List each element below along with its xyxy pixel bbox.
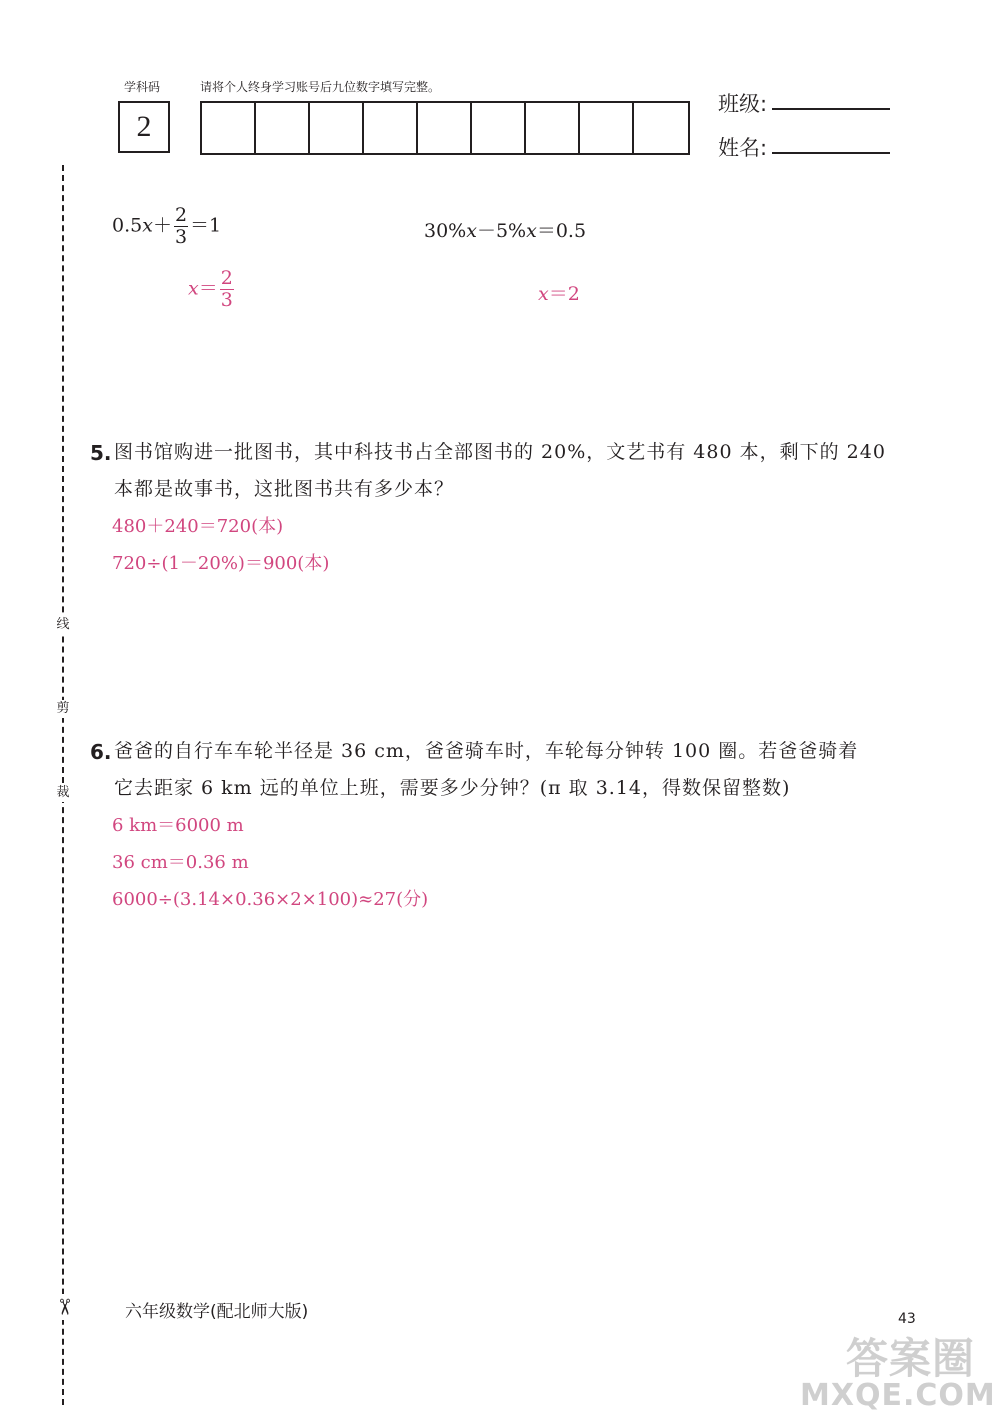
- eq2-var1: x: [466, 220, 477, 242]
- eq1-answer-eq: ＝: [198, 277, 218, 300]
- eq2-answer-var: x: [538, 283, 549, 305]
- question-5-line-2: 本都是故事书，这批图书共有多少本？: [114, 478, 455, 500]
- eq1-answer-frac-den: 3: [220, 288, 233, 311]
- name-label: 姓名:: [718, 136, 768, 160]
- question-6-answer-2: 36 cm＝0.36 m: [112, 852, 249, 873]
- eq1-plus: ＋: [152, 214, 172, 237]
- class-field-line[interactable]: [772, 108, 890, 110]
- subject-code-label: 学科码: [124, 80, 161, 94]
- eq1-var: x: [142, 214, 153, 237]
- eq2-c: ＝0.5: [536, 220, 587, 242]
- account-digit-cell[interactable]: [526, 103, 580, 153]
- account-digit-cell[interactable]: [310, 103, 364, 153]
- equation-2-problem: [424, 216, 586, 243]
- question-6-line-1: 爸爸的自行车车轮半径是 36 cm，爸爸骑车时，车轮每分钟转 100 圈。若爸爸骑着: [114, 740, 859, 762]
- name-field-line[interactable]: [772, 152, 890, 154]
- eq1-frac-den: 3: [174, 225, 188, 248]
- question-6-line-2: 它去距家 6 km 远的单位上班，需要多少分钟？(π 取 3.14，得数保留整数): [114, 777, 791, 799]
- account-digit-cell[interactable]: [418, 103, 472, 153]
- eq1-answer-fraction: [220, 268, 234, 311]
- question-6-answer-1: 6 km＝6000 m: [112, 815, 244, 836]
- class-label: 班级:: [718, 92, 768, 116]
- question-6-number: 6.: [90, 740, 112, 764]
- book-title: 六年级数学(配北师大版): [125, 1302, 309, 1322]
- account-digit-cell[interactable]: [472, 103, 526, 153]
- equation-1-answer: [188, 268, 236, 311]
- question-5-answer-2: 720÷(1－20%)＝900(本): [112, 553, 330, 574]
- eq1-prefix: 0.5: [112, 214, 143, 237]
- eq2-var2: x: [526, 220, 537, 242]
- question-5-number: 5.: [90, 441, 112, 465]
- question-5-line-1: 图书馆购进一批图书，其中科技书占全部图书的 20%，文艺书有 480 本，剩下的 240: [114, 441, 886, 463]
- account-instruction: 请将个人终身学习账号后九位数字填写完整。: [200, 80, 441, 94]
- account-digit-cell[interactable]: [634, 103, 688, 153]
- eq1-answer-frac-num: 2: [220, 267, 233, 289]
- equation-2-answer: [538, 279, 580, 306]
- account-digit-boxes[interactable]: [200, 101, 690, 155]
- cut-line-char-trim: 裁: [54, 784, 72, 802]
- eq2-answer-rest: ＝2: [548, 283, 580, 305]
- watermark-url: MXQE.COM: [800, 1378, 996, 1413]
- scissors-icon: ✂: [50, 1294, 76, 1320]
- eq2-a: 30%: [424, 220, 467, 242]
- cut-line-char-cut: 剪: [54, 700, 72, 718]
- eq1-answer-var: x: [188, 277, 199, 300]
- eq1-frac-num: 2: [174, 204, 188, 226]
- watermark-logo-text: 答案圈: [846, 1334, 976, 1383]
- account-digit-cell[interactable]: [202, 103, 256, 153]
- page-number: 43: [898, 1311, 916, 1327]
- account-digit-cell[interactable]: [580, 103, 634, 153]
- subject-code-box: 2: [118, 101, 170, 153]
- question-6-answer-3: 6000÷(3.14×0.36×2×100)≈27(分): [112, 889, 429, 910]
- equation-1-problem: [112, 205, 221, 248]
- eq1-suffix: ＝1: [190, 214, 222, 237]
- question-5-answer-1: 480＋240＝720(本): [112, 516, 284, 537]
- cut-line-char-line: 线: [54, 616, 72, 634]
- eq2-b: －5%: [476, 220, 527, 242]
- eq1-fraction: [174, 205, 188, 248]
- account-digit-cell[interactable]: [256, 103, 310, 153]
- account-digit-cell[interactable]: [364, 103, 418, 153]
